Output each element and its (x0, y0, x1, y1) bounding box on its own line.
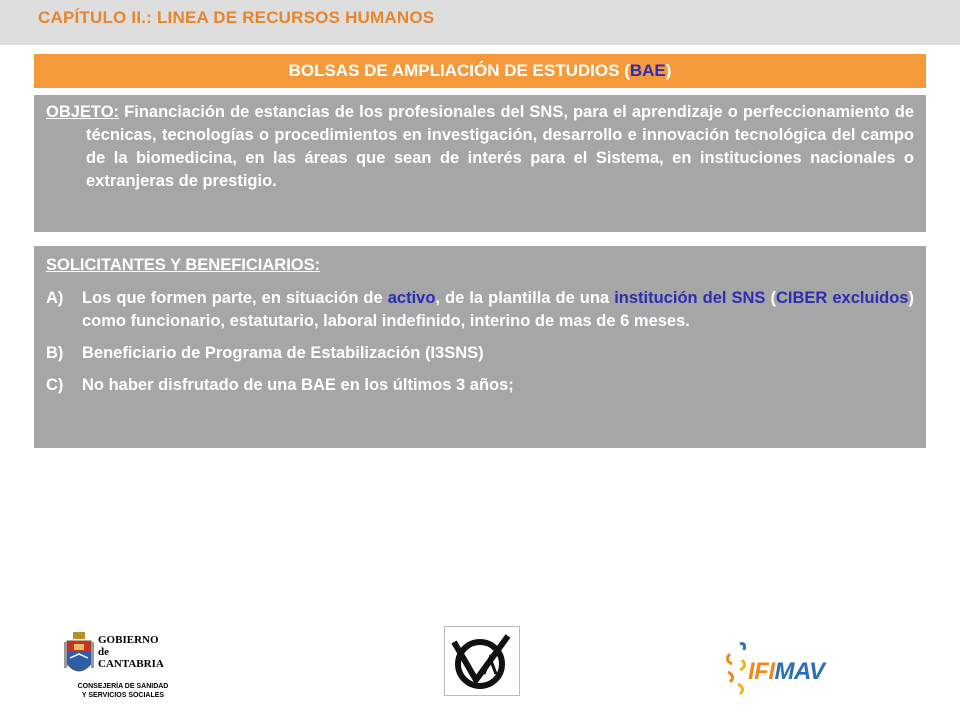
center-emblem-logo (444, 626, 520, 696)
banner-close: ) (665, 61, 672, 80)
ifimav-part: IFI (748, 658, 775, 685)
emblem-icon (444, 626, 520, 696)
ifimav-part: MAV (774, 658, 825, 685)
gobierno-line: de (98, 646, 109, 658)
chapter-title: CAPÍTULO II.: LINEA DE RECURSOS HUMANOS (38, 8, 435, 27)
header-bar (0, 0, 960, 45)
section-banner (34, 54, 926, 88)
text-run: , de la plantilla de una (435, 289, 615, 307)
banner-open: ( (619, 61, 630, 80)
banner-title: BOLSAS DE AMPLIACIÓN DE ESTUDIOS (288, 61, 620, 80)
gobierno-cantabria-logo (64, 630, 174, 708)
highlight-activo: activo (387, 289, 436, 307)
gobierno-text (98, 634, 164, 670)
item-text: Beneficiario de Programa de Estabilización (I3SNS) (82, 344, 484, 362)
item-label: B) (46, 344, 64, 362)
gobierno-line: GOBIERNO (98, 634, 159, 646)
item-text (82, 287, 914, 333)
list-item-c (46, 374, 914, 397)
text-run: ) como funcionario, estatutario, laboral indefinido, interino de mas de 6 meses. (82, 289, 914, 330)
item-label: C) (46, 376, 64, 394)
gobierno-line: CANTABRIA (98, 658, 164, 670)
banner-acronym: BAE (629, 61, 666, 80)
text-run: ( (765, 289, 776, 307)
solicitantes-heading: SOLICITANTES Y BENEFICIARIOS: (46, 256, 321, 274)
highlight-ciber: CIBER excluidos (776, 289, 909, 307)
consejeria-line: CONSEJERÍA DE SANIDAD (77, 683, 169, 690)
list-item-a (46, 287, 914, 333)
objeto-paragraph (46, 101, 914, 193)
item-label: A) (46, 289, 64, 307)
consejeria-line: Y SERVICIOS SOCIALES (81, 692, 165, 699)
ifimav-wordmark (748, 658, 825, 686)
ifimav-logo (722, 640, 852, 700)
highlight-institucion: institución del SNS (614, 289, 766, 307)
consejeria-text (68, 682, 178, 700)
coat-of-arms-icon (64, 632, 94, 680)
objeto-text: Financiación de estancias de los profesionales del SNS, para el aprendizaje o perfeccionamiento de técnicas, tecnologías o procedimientos en investigación, desarrollo e innovación tecnológica del campo de la biomedicina, en las áreas que sean de interés para el Sistema, en instituciones nacionales o extranjeras de prestigio. (86, 103, 914, 190)
list-item-b (46, 342, 914, 365)
objeto-box (34, 95, 926, 232)
objeto-label: OBJETO: (46, 103, 120, 121)
item-text: No haber disfrutado de una BAE en los últimos 3 años; (82, 376, 514, 394)
solicitantes-box (34, 246, 926, 448)
text-run: Los que formen parte, en situación de (82, 289, 388, 307)
